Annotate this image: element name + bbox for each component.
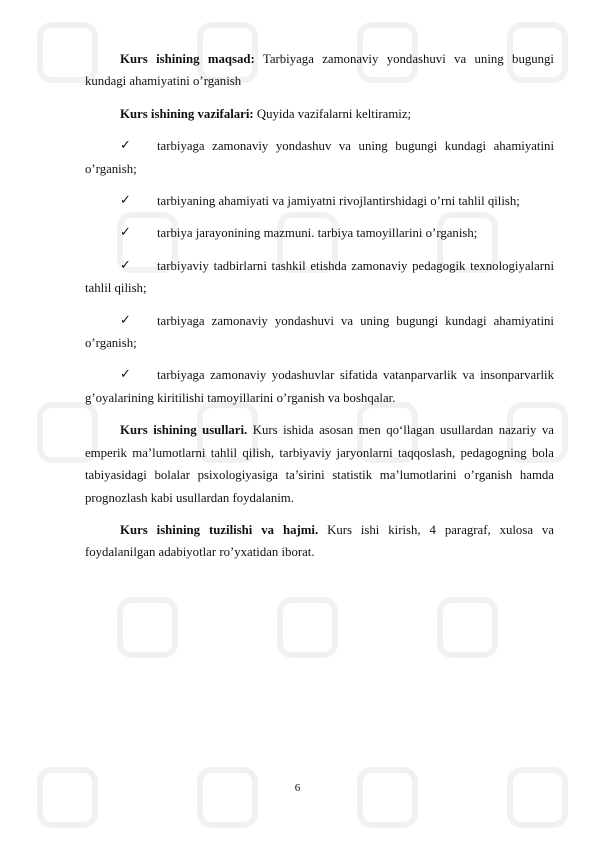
document-body: [85, 48, 554, 574]
tasks-label: Kurs ishining vazifalari:: [120, 106, 254, 121]
structure-text: Kurs ishi kirish, 4 paragraf, xulosa va foydalanilgan adabiyotlar ro’yxatidan iborat.: [85, 522, 554, 560]
tasks-text: Quyida vazifalarni keltiramiz;: [253, 106, 412, 121]
checkmark-icon: ✓: [120, 367, 131, 383]
methods-paragraph: [85, 419, 554, 509]
checkmark-icon: ✓: [120, 193, 131, 209]
task-item-text: tarbiya jarayonining mazmuni. tarbiya tamoyillarini o’rganish;: [157, 226, 478, 241]
task-item: [85, 255, 554, 300]
checkmark-icon: ✓: [120, 138, 131, 154]
methods-label: Kurs ishining usullari.: [120, 423, 248, 438]
checkmark-icon: ✓: [120, 312, 131, 328]
task-item-text: tarbiyaga zamonaviy yodashuvlar sifatida vatanparvarlik va insonparvarlik g’oyalarining kiritilishi tamoyillarini o’rganish va boshqalar.: [85, 368, 554, 405]
checkmark-icon: ✓: [120, 225, 131, 241]
task-item: [85, 364, 554, 409]
task-item: [85, 135, 554, 180]
purpose-text: Tarbiyaga zamonaviy yondashuvi va uning bugungi kundagi ahamiyatini o’rganish: [85, 52, 554, 89]
structure-paragraph: [85, 519, 554, 564]
purpose-paragraph: [85, 48, 554, 93]
structure-label: Kurs ishining tuzilishi va hajmi.: [120, 522, 319, 537]
task-item-text: tarbiyaviy tadbirlarni tashkil etishda zamonaviy pedagogik texnologiyalarni tahlil qilish;: [85, 258, 554, 296]
tasks-paragraph: [85, 103, 554, 125]
methods-text: Kurs ishida asosan men qo‘llagan usullardan nazariy va emperik ma’lumotlarni tahlil qilish, tarbiyaviy jaryonlarni taqqoslash, pedagogning bola tabiyasidagi bolalar psixologiyasiga ta’sirini statistik ma’lumotlarini o’rganish hamda prognozlash kabi usullardan foydalanim.: [85, 423, 554, 505]
task-item-text: tarbiyaning ahamiyati va jamiyatni rivojlantirshidagi o’rni tahlil qilish;: [157, 194, 520, 209]
page-number: 6: [294, 782, 301, 794]
task-item-text: tarbiyaga zamonaviy yondashuv va uning bugungi kundagi ahamiyatini o’rganish;: [85, 139, 554, 176]
purpose-label: Kurs ishining maqsad:: [120, 52, 255, 66]
task-item: [85, 222, 554, 244]
task-item: [85, 310, 554, 355]
task-item: [85, 190, 554, 212]
checkmark-icon: ✓: [120, 257, 131, 273]
task-item-text: tarbiyaga zamonaviy yondashuvi va uning bugungi kundagi ahamiyatini o’rganish;: [85, 313, 554, 351]
